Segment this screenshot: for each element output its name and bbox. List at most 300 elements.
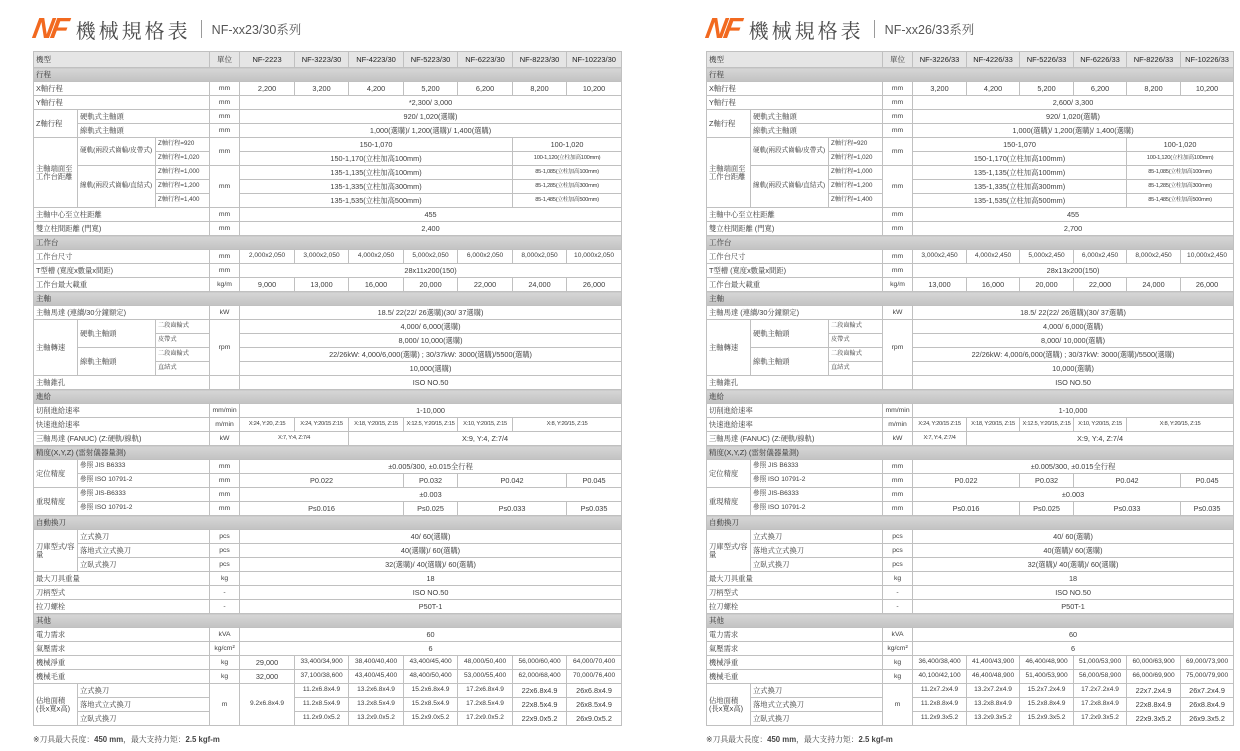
value-cell: 135-1,135(立柱加高100mm)	[240, 166, 513, 180]
value-cell: 18.5/ 22(22/ 26選購)(30/ 37選購)	[240, 306, 622, 320]
unit-cell: mm	[883, 124, 913, 138]
spec-table	[33, 51, 622, 726]
table-row	[707, 684, 1234, 698]
unit-cell: pcs	[210, 558, 240, 572]
row-label: 切削進給速率	[34, 404, 210, 418]
table-header-row	[707, 52, 1234, 68]
table-row	[707, 166, 1234, 180]
table-row	[707, 264, 1234, 278]
row-label: 電力需求	[707, 628, 883, 642]
row-sublabel: 線軌式主軸頭	[78, 124, 210, 138]
table-row	[34, 250, 622, 264]
row-subsublabel: 二段齒輪式	[156, 348, 210, 362]
nf-logo: NF	[30, 13, 69, 45]
unit-cell: m	[883, 684, 913, 726]
value-cell: 455	[913, 208, 1234, 222]
row-sublabel: 參照 ISO 10791-2	[751, 474, 883, 488]
row-subsublabel: Z軸行程=1,000	[829, 166, 883, 180]
row-label: 最大刀具重量	[34, 572, 210, 586]
section-row	[34, 614, 622, 628]
value-cell: 5,000x2,450	[1020, 250, 1074, 264]
row-sublabel: 立臥式換刀	[78, 712, 210, 726]
spec-table-nf-2633	[706, 51, 1233, 726]
value-cell: 85-1,485(立柱加高500mm)	[1127, 194, 1234, 208]
row-subsublabel: 皮帶式	[829, 334, 883, 348]
value-cell: 51,400/53,900	[1020, 670, 1074, 684]
table-row	[34, 82, 622, 96]
section-header: 行程	[34, 68, 622, 82]
value-cell: 38,400/40,400	[349, 656, 404, 670]
section-header: 主軸	[707, 292, 1234, 306]
value-cell: 66,000/69,900	[1127, 670, 1181, 684]
unit-cell: mm	[883, 166, 913, 208]
value-cell: ±0.005/300, ±0.015全行程	[240, 460, 622, 474]
table-row	[34, 670, 622, 684]
table-row	[34, 306, 622, 320]
value-cell: 26,000	[1181, 278, 1234, 292]
table-row	[707, 656, 1234, 670]
value-cell: Ps0.033	[1074, 502, 1181, 516]
unit-cell: mm	[883, 264, 913, 278]
table-row	[34, 558, 622, 572]
value-cell: 13.2x8.5x4.9	[349, 698, 404, 712]
table-row	[707, 96, 1234, 110]
row-label: 佔地面積 (長x寬x高)	[34, 684, 78, 726]
table-row	[34, 712, 622, 726]
value-cell: 20,000	[404, 278, 458, 292]
row-label: 工作台尺寸	[34, 250, 210, 264]
nf-logo: NF	[703, 13, 742, 45]
value-cell: 8,200	[1127, 82, 1181, 96]
unit-cell: kg	[883, 572, 913, 586]
value-cell: ±0.005/300, ±0.015全行程	[913, 460, 1234, 474]
table-row	[707, 600, 1234, 614]
unit-cell: mm	[883, 502, 913, 516]
value-cell: 3,000x2,050	[295, 250, 349, 264]
unit-cell	[210, 376, 240, 390]
unit-cell: mm	[883, 96, 913, 110]
value-cell: 36,400/38,400	[913, 656, 967, 670]
row-label: 主軸中心至立柱距離	[707, 208, 883, 222]
unit-cell: rpm	[210, 320, 240, 376]
value-cell: 64,000/70,400	[567, 656, 622, 670]
table-row	[707, 110, 1234, 124]
unit-cell: pcs	[883, 544, 913, 558]
value-cell: 11.2x7.2x4.9	[913, 684, 967, 698]
value-cell: Ps0.016	[913, 502, 1020, 516]
unit-cell: kVA	[210, 628, 240, 642]
footnote-text: 450 mm	[94, 735, 124, 744]
model-header-cell: NF-8226/33	[1127, 52, 1181, 68]
row-sublabel: 立臥式換刀	[751, 558, 883, 572]
value-cell: 32,000	[240, 670, 295, 684]
unit-cell: mm	[210, 124, 240, 138]
value-cell: 85-1,285(立柱加高300mm)	[513, 180, 622, 194]
row-subsublabel: Z軸行程=920	[829, 138, 883, 152]
value-cell: 56,000/60,400	[513, 656, 567, 670]
value-cell: 62,000/68,400	[513, 670, 567, 684]
value-cell: 4,000/ 6,000(選購)	[240, 320, 622, 334]
sheet-title-left	[30, 12, 621, 46]
value-cell: 41,400/43,900	[967, 656, 1020, 670]
unit-cell: mm	[883, 208, 913, 222]
row-label: 機械淨重	[34, 656, 210, 670]
value-cell: X:10, Y:20/15, Z:15	[1074, 418, 1127, 432]
value-cell: 40,100/42,100	[913, 670, 967, 684]
unit-cell: pcs	[883, 558, 913, 572]
table-row	[707, 642, 1234, 656]
row-sublabel: 落地式立式換刀	[751, 698, 883, 712]
table-row	[34, 348, 622, 362]
value-cell: 22x9.0x5.2	[513, 712, 567, 726]
table-row	[34, 264, 622, 278]
row-label: X軸行程	[34, 82, 210, 96]
value-cell: 455	[240, 208, 622, 222]
value-cell: 26x9.3x5.2	[1181, 712, 1234, 726]
table-row	[707, 320, 1234, 334]
value-cell: P0.032	[1020, 474, 1074, 488]
row-sublabel: 參照 ISO 10791-2	[751, 502, 883, 516]
model-header-cell: NF-2223	[240, 52, 295, 68]
row-subsublabel: 直結式	[829, 362, 883, 376]
value-cell: 1-10,000	[240, 404, 622, 418]
row-label: 拉刀螺栓	[34, 600, 210, 614]
value-cell: X:24, Y:20/15 Z:15	[295, 418, 349, 432]
value-cell: 15.2x9.3x5.2	[1020, 712, 1074, 726]
section-row	[34, 236, 622, 250]
row-label: 工作台最大載重	[707, 278, 883, 292]
value-cell: 16,000	[967, 278, 1020, 292]
value-cell: 6	[913, 642, 1234, 656]
value-cell: 15.2x8.8x4.9	[1020, 698, 1074, 712]
value-cell: 13.2x9.0x5.2	[349, 712, 404, 726]
value-cell: 3,200	[295, 82, 349, 96]
row-label: 主軸錐孔	[707, 376, 883, 390]
unit-cell	[883, 376, 913, 390]
value-cell: X:9, Y:4, Z:7/4	[967, 432, 1234, 446]
section-row	[707, 614, 1234, 628]
section-header: 工作台	[707, 236, 1234, 250]
section-row	[34, 292, 622, 306]
row-sublabel: 參照 JIS B6333	[78, 460, 210, 474]
section-row	[707, 236, 1234, 250]
section-header: 主軸	[34, 292, 622, 306]
model-header-cell: NF-5226/33	[1020, 52, 1074, 68]
value-cell: 75,000/79,900	[1181, 670, 1234, 684]
row-subsublabel: Z軸行程=1,200	[156, 180, 210, 194]
row-sublabel: 硬軌式主軸頭	[78, 110, 210, 124]
row-label: 刀柄型式	[34, 586, 210, 600]
value-cell: 48,000/50,400	[458, 656, 513, 670]
value-cell: 13,000	[295, 278, 349, 292]
unit-cell: kg	[883, 656, 913, 670]
row-subsublabel: Z軸行程=1,020	[156, 152, 210, 166]
table-row	[707, 628, 1234, 642]
value-cell: 51,000/53,900	[1074, 656, 1127, 670]
unit-cell: mm	[210, 250, 240, 264]
value-cell: X:24, Y:20, Z:15	[240, 418, 295, 432]
row-label: 工作台尺寸	[707, 250, 883, 264]
value-cell: 60	[913, 628, 1234, 642]
value-cell: 920/ 1,020(選購)	[913, 110, 1234, 124]
row-subsublabel: Z軸行程=1,000	[156, 166, 210, 180]
row-label: 刀庫型式/容量	[707, 530, 751, 572]
model-col-label: 機型	[34, 52, 210, 68]
table-row	[34, 418, 622, 432]
row-subsublabel: 二段齒輪式	[156, 320, 210, 334]
unit-cell: kW	[210, 306, 240, 320]
table-row	[707, 544, 1234, 558]
value-cell: 53,000/55,400	[458, 670, 513, 684]
row-subsublabel: 二段齒輪式	[829, 320, 883, 334]
footnote-text: ，最大支持力矩：	[123, 735, 186, 744]
row-subsublabel: 直結式	[156, 362, 210, 376]
value-cell: 2,600/ 3,300	[913, 96, 1234, 110]
table-row	[707, 460, 1234, 474]
unit-cell: mm	[883, 250, 913, 264]
unit-col-label: 單位	[210, 52, 240, 68]
spec-sheet-nf-2633	[703, 12, 1233, 745]
value-cell: 17.2x8.5x4.9	[458, 698, 513, 712]
section-header: 其他	[34, 614, 622, 628]
footnote-text: ※刀具最大長度：	[33, 735, 95, 744]
value-cell: 40(選購)/ 60(選購)	[913, 544, 1234, 558]
value-cell: 13.2x9.3x5.2	[967, 712, 1020, 726]
value-cell: 1,000(選購)/ 1,200(選購)/ 1,400(選購)	[913, 124, 1234, 138]
row-label: 機械毛重	[34, 670, 210, 684]
value-cell: X:7, Y:4, Z:7/4	[913, 432, 967, 446]
value-cell: 2,700	[913, 222, 1234, 236]
sheet-title-right	[703, 12, 1233, 46]
table-row	[34, 586, 622, 600]
row-label: T型槽 (寬度x數量x間距)	[34, 264, 210, 278]
value-cell: 28x13x200(150)	[913, 264, 1234, 278]
value-cell: 2,400	[240, 222, 622, 236]
value-cell: 33,400/34,900	[295, 656, 349, 670]
footnote-text: ，最大支持力矩：	[796, 735, 859, 744]
value-cell: 22/26kW: 4,000/6,000(選購) ; 30/37kW: 3000(選購)/5500(選購)	[240, 348, 622, 362]
table-row	[707, 250, 1234, 264]
series-label: NF-xx26/33系列	[874, 20, 975, 38]
unit-cell: mm	[210, 264, 240, 278]
value-cell: 100-1,120(立柱加高100mm)	[513, 152, 622, 166]
table-row	[34, 208, 622, 222]
row-sublabel: 參照 JIS B6333	[751, 460, 883, 474]
value-cell: P0.022	[240, 474, 404, 488]
value-cell: 26x8.8x4.9	[1181, 698, 1234, 712]
value-cell: 18	[913, 572, 1234, 586]
value-cell: 17.2x8.8x4.9	[1074, 698, 1127, 712]
row-label: 工作台最大載重	[34, 278, 210, 292]
unit-cell: kW	[883, 432, 913, 446]
value-cell: 26x6.8x4.9	[567, 684, 622, 698]
value-cell: 2,000x2,050	[240, 250, 295, 264]
value-cell: 13.2x8.8x4.9	[967, 698, 1020, 712]
row-sublabel: 線軌(兩段式齒輪/直結式)	[78, 166, 156, 208]
unit-cell: -	[883, 600, 913, 614]
unit-cell: mm	[883, 460, 913, 474]
model-header-cell: NF-4226/33	[967, 52, 1020, 68]
row-label: 機械毛重	[707, 670, 883, 684]
row-label: 重現精度	[34, 488, 78, 516]
table-row	[34, 138, 622, 152]
row-label: 快速進給速率	[707, 418, 883, 432]
value-cell: 85-1,485(立柱加高500mm)	[513, 194, 622, 208]
table-row	[707, 278, 1234, 292]
unit-cell: mm/min	[210, 404, 240, 418]
value-cell: ±0.003	[913, 488, 1234, 502]
row-sublabel: 硬軌(兩段式齒輪/皮帶式)	[751, 138, 829, 166]
value-cell: 2,200	[240, 82, 295, 96]
section-row	[34, 68, 622, 82]
table-row	[707, 712, 1234, 726]
unit-cell: kg/m	[210, 278, 240, 292]
value-cell: 22,000	[1074, 278, 1127, 292]
value-cell: 22/26kW: 4,000/6,000(選購) ; 30/37kW: 3000(選購)/5500(選購)	[913, 348, 1234, 362]
row-label: 拉刀螺栓	[707, 600, 883, 614]
row-sublabel: 立臥式換刀	[78, 558, 210, 572]
value-cell: 26x8.5x4.9	[567, 698, 622, 712]
value-cell: X:24, Y:20/15 Z:15	[913, 418, 967, 432]
section-header: 精度(X,Y,Z) (雷射儀器量測)	[34, 446, 622, 460]
section-row	[34, 516, 622, 530]
section-row	[707, 446, 1234, 460]
row-label: X軸行程	[707, 82, 883, 96]
unit-cell: mm	[883, 488, 913, 502]
unit-cell: kg/m	[883, 278, 913, 292]
value-cell: 13,000	[913, 278, 967, 292]
value-cell: 135-1,335(立柱加高300mm)	[913, 180, 1127, 194]
table-row	[707, 572, 1234, 586]
value-cell: *2,300/ 3,000	[240, 96, 622, 110]
row-sublabel: 落地式立式換刀	[78, 698, 210, 712]
value-cell: X:12.5, Y:20/15, Z:15	[1020, 418, 1074, 432]
value-cell: 15.2x7.2x4.9	[1020, 684, 1074, 698]
row-label: 雙立柱間距離 (門寬)	[707, 222, 883, 236]
unit-cell: kW	[210, 432, 240, 446]
table-row	[34, 698, 622, 712]
value-cell: ISO NO.50	[240, 586, 622, 600]
value-cell: 3,200	[913, 82, 967, 96]
value-cell: 6	[240, 642, 622, 656]
table-row	[34, 166, 622, 180]
value-cell: P0.045	[1181, 474, 1234, 488]
value-cell: Ps0.033	[458, 502, 567, 516]
value-cell: 10,000(選購)	[240, 362, 622, 376]
table-row	[34, 124, 622, 138]
row-label: 佔地面積 (長x寬x高)	[707, 684, 751, 726]
unit-cell: kg	[210, 670, 240, 684]
unit-cell: mm	[210, 222, 240, 236]
footnote	[706, 734, 1233, 745]
table-row	[707, 404, 1234, 418]
value-cell: X:8, Y:20/15, Z:15	[513, 418, 622, 432]
value-cell: 8,000/ 10,000(選購)	[240, 334, 622, 348]
table-row	[707, 432, 1234, 446]
value-cell: 4,000x2,050	[349, 250, 404, 264]
value-cell: 11.2x6.8x4.9	[295, 684, 349, 698]
section-header: 進給	[34, 390, 622, 404]
row-label: 主軸端面至工作台距離	[707, 138, 751, 208]
value-cell: 48,400/50,400	[404, 670, 458, 684]
table-row	[707, 474, 1234, 488]
value-cell: 85-1,285(立柱加高300mm)	[1127, 180, 1234, 194]
section-row	[34, 390, 622, 404]
unit-cell: mm	[210, 502, 240, 516]
unit-cell: mm	[210, 82, 240, 96]
row-subsublabel: Z軸行程=1,200	[829, 180, 883, 194]
section-row	[707, 292, 1234, 306]
model-col-label: 機型	[707, 52, 883, 68]
value-cell: 135-1,535(立柱加高500mm)	[913, 194, 1127, 208]
value-cell: 100-1,120(立柱加高100mm)	[1127, 152, 1234, 166]
value-cell: 85-1,085(立柱加高100mm)	[513, 166, 622, 180]
value-cell: 60	[240, 628, 622, 642]
unit-cell: kg	[883, 670, 913, 684]
section-header: 行程	[707, 68, 1234, 82]
row-sublabel: 線軌主軸頭	[78, 348, 156, 376]
table-row	[34, 222, 622, 236]
unit-cell: kg/cm²	[883, 642, 913, 656]
value-cell: ±0.003	[240, 488, 622, 502]
value-cell: 22x7.2x4.9	[1127, 684, 1181, 698]
row-label: 主軸馬達 (連續/30分鐘額定)	[707, 306, 883, 320]
value-cell: 85-1,085(立柱加高100mm)	[1127, 166, 1234, 180]
value-cell: 28x11x200(150)	[240, 264, 622, 278]
table-row	[707, 586, 1234, 600]
value-cell: X:10, Y:20/15, Z:15	[458, 418, 513, 432]
value-cell: 11.2x9.0x5.2	[295, 712, 349, 726]
table-row	[707, 530, 1234, 544]
row-sublabel: 立式換刀	[751, 684, 883, 698]
value-cell: 4,200	[349, 82, 404, 96]
value-cell: 11.2x8.5x4.9	[295, 698, 349, 712]
table-row	[707, 502, 1234, 516]
unit-cell: mm	[210, 488, 240, 502]
unit-cell: mm	[210, 460, 240, 474]
row-sublabel: 立式換刀	[78, 530, 210, 544]
value-cell: 17.2x6.8x4.9	[458, 684, 513, 698]
value-cell: 24,000	[513, 278, 567, 292]
value-cell: 135-1,535(立柱加高500mm)	[240, 194, 513, 208]
value-cell: 10,000x2,450	[1181, 250, 1234, 264]
table-row	[707, 698, 1234, 712]
unit-cell: mm	[883, 474, 913, 488]
row-label: 刀柄型式	[707, 586, 883, 600]
unit-cell: m	[210, 684, 240, 726]
model-header-cell: NF-3223/30	[295, 52, 349, 68]
value-cell: 4,200	[967, 82, 1020, 96]
value-cell: 150-1,070	[913, 138, 1127, 152]
value-cell: 22x6.8x4.9	[513, 684, 567, 698]
value-cell: 46,400/48,900	[1020, 656, 1074, 670]
row-sublabel: 落地式立式換刀	[751, 544, 883, 558]
table-row	[707, 418, 1234, 432]
model-header-cell: NF-8223/30	[513, 52, 567, 68]
row-label: Z軸行程	[707, 110, 751, 138]
row-sublabel: 參照 JIS-B6333	[751, 488, 883, 502]
unit-cell: m/min	[883, 418, 913, 432]
value-cell: 9,000	[240, 278, 295, 292]
unit-cell: mm	[883, 138, 913, 166]
row-label: 最大刀具重量	[707, 572, 883, 586]
row-label: 主軸馬達 (連續/30分鐘額定)	[34, 306, 210, 320]
row-sublabel: 參照 ISO 10791-2	[78, 502, 210, 516]
row-label: 三軸馬達 (FANUC) (Z:硬軌/線軌)	[34, 432, 210, 446]
value-cell: 40/ 60(選購)	[913, 530, 1234, 544]
value-cell: X:18, Y:20/15, Z:15	[967, 418, 1020, 432]
unit-cell: m/min	[210, 418, 240, 432]
